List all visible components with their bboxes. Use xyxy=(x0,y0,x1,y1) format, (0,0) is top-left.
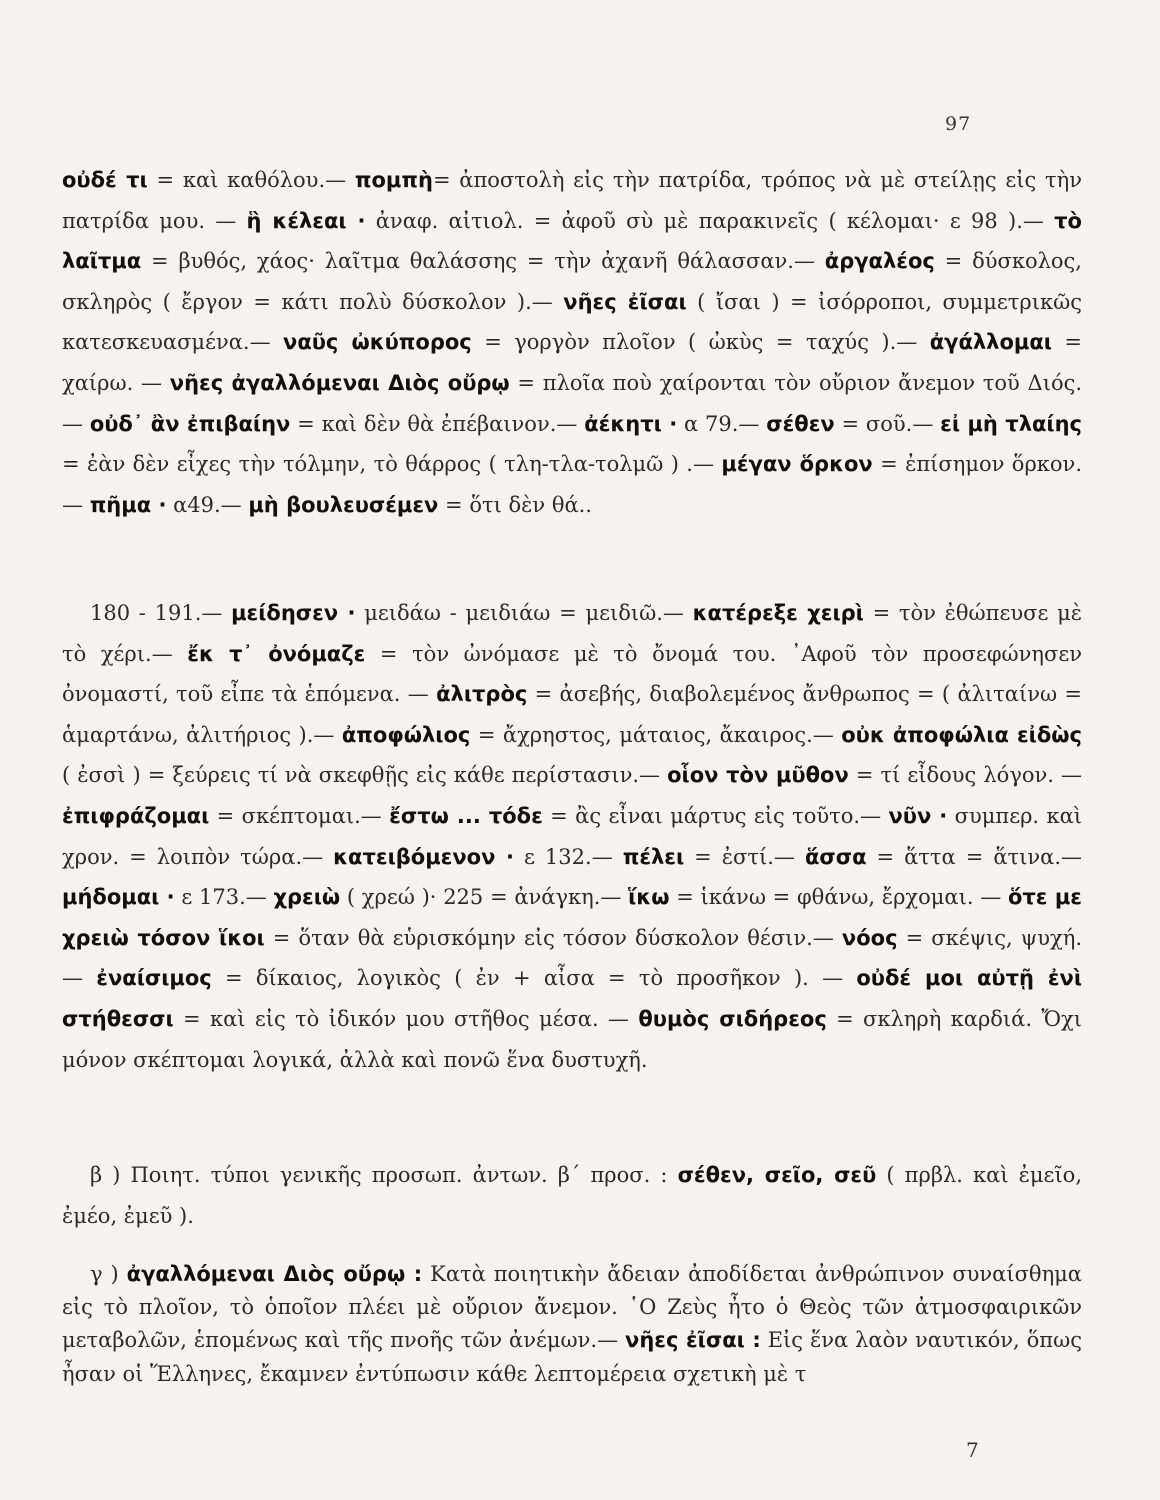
lemma-term: οὐδ᾽ ἂν ἐπιβαίην xyxy=(89,411,291,436)
gloss-text: = τὸν ἐθώπευσε μὲ τὸ χέρι.— xyxy=(62,601,1082,666)
gloss-text: = καὶ καθόλου.— xyxy=(147,168,355,192)
gloss-text: 180 - 191.— xyxy=(90,601,232,625)
gloss-text: Εἰς ἕνα λαὸν ναυτικόν, ὅπως ἦσαν οἱ Ἕλληνες, ἔκαμνεν ἐντύπωσιν κάθε λεπτομέρεια σχετικὴ μὲ τ xyxy=(62,1328,1082,1386)
lemma-term: ἐναίσιμος xyxy=(96,966,212,991)
lemma-term: μέγαν ὅρκον xyxy=(721,452,873,477)
lemma-term: νῆες ἀγαλλόμεναι Διὸς οὔρῳ xyxy=(169,370,510,395)
gloss-text: ἀναφ. αἰτιολ. = ἀφοῦ σὺ μὲ παρακινεῖς ( κέλομαι· ε 98 ).— xyxy=(365,208,1055,233)
gloss-text: ε 173.— xyxy=(174,885,274,910)
lemma-term: πέλει xyxy=(622,844,685,869)
note-beta xyxy=(62,1155,1082,1236)
gloss-text: μειδάω - μειδιάω = μειδιῶ.— xyxy=(355,601,693,625)
gloss-text: = δύσκολος, σκληρὸς ( ἔργον = κάτι πολὺ δύσκολον ).— xyxy=(62,249,1082,314)
gloss-text: = τὸν ὠνόμασε μὲ τὸ ὄνομά του. ᾽Αφοῦ τὸν προσεφώνησεν ὀνομαστί, τοῦ εἶπε τὰ ἑπόμενα. — xyxy=(62,641,1082,707)
lemma-term: σέθεν, σεῖο, σεῦ xyxy=(677,1163,877,1187)
lemma-term: νόος xyxy=(841,925,898,950)
gloss-text: = ἱκάνω = φθάνω, ἔρχομαι. — xyxy=(669,885,1008,910)
lemma-term: οὐκ ἀποφώλια εἰδὼς xyxy=(841,722,1082,747)
glossary-section-180-191 xyxy=(62,593,1082,1080)
lemma-term: οὐδέ μοι αὐτῇ ἐνὶ στήθεσσι xyxy=(62,966,1083,1031)
lemma-term: ἅσσα xyxy=(804,844,867,869)
paragraph-2 xyxy=(62,593,1082,1080)
lemma-term: νῦν · xyxy=(888,803,948,828)
lemma-term: ἀέκητι · xyxy=(584,411,678,436)
gloss-text: = γοργὸν πλοῖον ( ὠκὺς = ταχύς ).— xyxy=(471,330,930,355)
gloss-text: = δίκαιος, λογικὸς ( ἐν + αἶσα = τὸ προσῆκον ). — xyxy=(211,966,857,991)
lemma-term: ἀργαλέος xyxy=(824,249,935,274)
gloss-text: ( χρεώ )· 225 = ἀνάγκη.— xyxy=(340,885,629,910)
gloss-text: = ἅττα = ἅτινα.— xyxy=(866,844,1082,869)
lemma-term: ἔστω ... τόδε xyxy=(389,803,543,828)
lemma-term: ἀποφώλιος xyxy=(341,722,471,747)
lemma-term: πῆμα · xyxy=(89,492,167,517)
glossary-section-1 xyxy=(62,160,1082,525)
lemma-term: ἀγάλλομαι xyxy=(929,330,1052,355)
lemma-term: εἰ μὴ τλαίης xyxy=(940,411,1083,436)
lemma-term: ἐπιφράζομαι xyxy=(62,803,210,828)
gloss-text: ε 132.— xyxy=(514,844,623,869)
gloss-text: Κατὰ ποιητικὴν ἄδειαν ἀποδίδεται ἀνθρώπινον συναίσθημα εἰς τὸ πλοῖον, τὸ ὁποῖον πλέει μὲ οὔριον ἄνεμον. ῾Ο Ζεὺς ἦτο ὁ Θεὸς τῶν ἀτμοσφαιρικῶν μεταβολῶν, ἑπομένως καὶ τῆς πνοῆς τῶν ἀνέμων.— xyxy=(62,1262,1082,1353)
gloss-text: = καὶ εἰς τὸ ἰδικόν μου στῆθος μέσα. — xyxy=(173,1006,639,1031)
lemma-term: ἔκ τ᾽ ὀνόμαζε xyxy=(187,641,366,666)
lemma-term: μείδησεν · xyxy=(231,601,356,625)
lemma-term: μὴ βουλευσέμεν xyxy=(248,492,439,517)
gloss-text: = σκέψις, ψυχή.— xyxy=(62,925,1082,991)
lemma-term: ναῦς ὠκύπορος xyxy=(283,330,472,355)
lemma-term: νῆες ἐῖσαι xyxy=(563,289,687,314)
gloss-text: = ἀποστολὴ εἰς τὴν πατρίδα, τρόπος νὰ μὲ στείλῃς εἰς τὴν πατρίδα μου. — xyxy=(62,168,1083,233)
gloss-text: = ἐὰν δὲν εἶχες τὴν τόλμην, τὸ θάρρος ( τλη-τλα-τολμῶ ) .— xyxy=(62,452,722,477)
gloss-text: = τί εἶδους λόγον. — xyxy=(848,763,1083,788)
gloss-text: β ) Ποιητ. τύποι γενικῆς προσωπ. ἀντων. β΄ προσ. : xyxy=(90,1163,678,1187)
gloss-text: = χαίρω. — xyxy=(62,330,1082,395)
gloss-text: = ἂς εἶναι μάρτυς εἰς τοῦτο.— xyxy=(542,803,889,828)
lemma-term: ὅτε με χρειὼ τόσον ἵκοι xyxy=(62,885,1082,950)
lemma-term: τὸ λαῖτμα xyxy=(62,208,1082,274)
lemma-term: χρειὼ xyxy=(273,885,341,910)
gloss-text: = ὅτι δὲν θά.. xyxy=(438,492,593,517)
lemma-term: ἀλιτρὸς xyxy=(436,682,528,707)
lemma-term: σέθεν xyxy=(766,411,835,436)
gloss-text: = πλοῖα ποὺ χαίρονται τὸν οὔριον ἄνεμον τοῦ Διός.— xyxy=(62,370,1083,436)
gloss-text: = βυθός, χάος· λαῖτμα θαλάσσης = τὴν ἀχανῆ θάλασσαν.— xyxy=(141,249,825,274)
lemma-term: νῆες ἐῖσαι : xyxy=(625,1328,761,1353)
gloss-text: = καὶ δὲν θὰ ἐπέβαινον.— xyxy=(290,411,585,436)
gloss-text: = σοῦ.— xyxy=(834,411,941,436)
paragraph-3 xyxy=(62,1155,1082,1236)
gloss-text: = σκληρὴ καρδιά. Ὄχι μόνον σκέπτομαι λογικά, ἀλλὰ καὶ πονῶ ἕνα δυστυχῆ. xyxy=(62,1006,1082,1072)
lemma-term: θυμὸς σιδήρεος xyxy=(638,1006,827,1031)
lemma-term: ἵκω xyxy=(628,885,670,910)
lemma-term: κατειβόμενον · xyxy=(333,844,515,869)
gloss-text: = σκέπτομαι.— xyxy=(209,803,390,828)
lemma-term: μήδομαι · xyxy=(62,885,175,910)
paragraph-1 xyxy=(62,160,1082,525)
paragraph-4 xyxy=(62,1258,1082,1391)
page-number: 97 xyxy=(945,113,972,135)
lemma-term: ἣ κέλεαι · xyxy=(246,208,366,233)
lemma-term: οἷον τὸν μῦθον xyxy=(667,763,849,788)
gloss-text: γ ) xyxy=(90,1262,127,1286)
gloss-text: = ἐστί.— xyxy=(684,844,805,869)
gloss-text: = ἀσεβής, διαβολεμένος ἄνθρωπος = ( ἀλιταίνω = ἁμαρτάνω, ἀλιτήριος ).— xyxy=(62,682,1082,747)
gloss-text: ( ἴσαι ) = ἰσόρροποι, συμμετρικῶς κατεσκευασμένα.— xyxy=(62,289,1082,355)
gloss-text: = ἐπίσημον ὅρκον.— xyxy=(62,452,1082,517)
note-gamma xyxy=(62,1258,1082,1391)
gloss-text: = ὅταν θὰ εὑρισκόμην εἰς τόσον δύσκολον θέσιν.— xyxy=(264,925,842,950)
gloss-text: α 79.— xyxy=(677,411,767,436)
gloss-text: ( πρβλ. καὶ ἐμεῖο, ἐμέο, ἐμεῦ ). xyxy=(62,1163,1082,1228)
gloss-text: ( ἐσσὶ ) = ξεύρεις τί νὰ σκεφθῇς εἰς κάθε περίστασιν.— xyxy=(62,763,668,788)
lemma-term: πομπὴ xyxy=(354,168,433,192)
gloss-text: α49.— xyxy=(166,492,249,517)
gloss-text: συμπερ. καὶ χρον. = λοιπὸν τώρα.— xyxy=(62,803,1083,869)
gloss-text: = ἄχρηστος, μάταιος, ἄκαιρος.— xyxy=(470,722,842,747)
lemma-term: ἀγαλλόμεναι Διὸς οὔρῳ : xyxy=(126,1262,423,1286)
lemma-term: κατέρεξε χειρὶ xyxy=(692,601,864,625)
printer-signature: 7 xyxy=(966,1438,979,1462)
lemma-term: οὐδέ τι xyxy=(62,168,148,192)
